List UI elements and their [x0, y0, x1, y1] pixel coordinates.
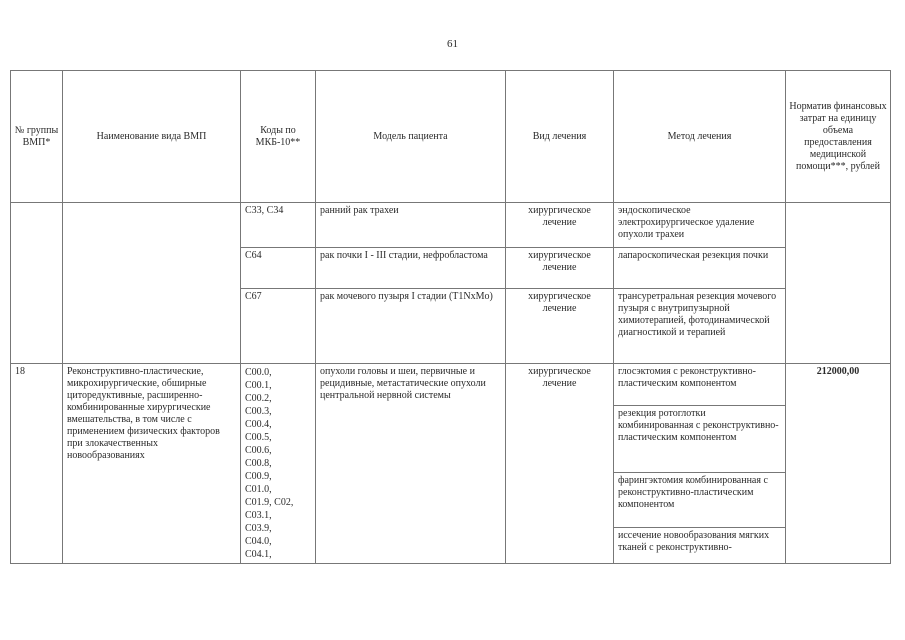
empty-group-cell	[11, 203, 63, 364]
icd-code: С00.9,	[245, 471, 272, 482]
vmp-name-cell: Реконструктивно-пластические, микрохирургические, обширные циторедуктивные, расширенно-комбинированные хирургические вмешательства, в том числе с применением физических факторов при злокачественных новообразованиях	[63, 364, 241, 564]
method-item: резекция ротоглотки комбинированная с реконструктивно-пластическим компонентом	[614, 406, 785, 473]
header-patient-model: Модель пациента	[316, 71, 506, 203]
header-icd-codes: Коды по МКБ-10**	[241, 71, 316, 203]
table-row-group-18	[11, 364, 891, 564]
cost-norm-cell: 212000,00	[786, 364, 891, 564]
treatment-method-cell: лапароскопическая резекция почки	[614, 248, 786, 289]
header-vmp-name: Наименование вида ВМП	[63, 71, 241, 203]
icd-code: С03.1,	[245, 510, 272, 521]
icd-code: С00.0,	[245, 367, 272, 378]
empty-norm-cell	[786, 203, 891, 364]
icd-code: С03.9,	[245, 523, 272, 534]
patient-model-cell: опухоли головы и шеи, первичные и рецидивные, метастатические опухоли центральной нервной системы	[316, 364, 506, 564]
header-treatment-method: Метод лечения	[614, 71, 786, 203]
group-number-cell: 18	[11, 364, 63, 564]
treatment-type-cell: хирургическое лечение	[506, 364, 614, 564]
icd-codes-cell	[241, 364, 316, 564]
icd-code: С00.2,	[245, 393, 272, 404]
patient-model-cell: рак мочевого пузыря I стадии (T1NxMo)	[316, 289, 506, 364]
method-item: глосэктомия с реконструктивно-пластическим компонентом	[614, 364, 785, 406]
treatment-method-cell	[614, 364, 786, 564]
treatment-type-cell: хирургическое лечение	[506, 203, 614, 248]
header-treatment-type: Вид лечения	[506, 71, 614, 203]
empty-name-cell	[63, 203, 241, 364]
icd-code: С04.0,	[245, 536, 272, 547]
vmp-table	[10, 70, 891, 564]
icd-code: С00.5,	[245, 432, 272, 443]
page-number: 61	[447, 38, 458, 50]
treatment-type-cell: хирургическое лечение	[506, 248, 614, 289]
icd-codes-cell: С64	[241, 248, 316, 289]
method-item: иссечение новообразования мягких тканей с реконструктивно-	[618, 530, 770, 553]
header-group-number: № группы ВМП*	[11, 71, 63, 203]
patient-model-cell: ранний рак трахеи	[316, 203, 506, 248]
icd-code: С00.8,	[245, 458, 272, 469]
treatment-method-cell: эндоскопическое электрохирургическое удаление опухоли трахеи	[614, 203, 786, 248]
icd-code: С00.6,	[245, 445, 272, 456]
icd-codes-cell: С33, С34	[241, 203, 316, 248]
icd-code: С01.0,	[245, 484, 272, 495]
table-row	[11, 203, 891, 248]
patient-model-cell: рак почки I - III стадии, нефробластома	[316, 248, 506, 289]
treatment-type-cell: хирургическое лечение	[506, 289, 614, 364]
header-cost-norm: Норматив финансовых затрат на единицу объема предоставления медицинской помощи***, рублей	[786, 71, 891, 203]
icd-code: С00.3,	[245, 406, 272, 417]
treatment-method-cell: трансуретральная резекция мочевого пузыря с внутрипузырной химиотерапией, фотодинамической диагностикой и терапией	[614, 289, 786, 364]
icd-code: С00.1,	[245, 380, 272, 391]
icd-code: С04.1,	[245, 549, 272, 560]
header-row	[11, 71, 891, 203]
method-item: фарингэктомия комбинированная с реконструктивно-пластическим компонентом	[614, 473, 785, 528]
icd-code: С00.4,	[245, 419, 272, 430]
icd-codes-cell: С67	[241, 289, 316, 364]
icd-code: С01.9, С02,	[245, 497, 294, 508]
